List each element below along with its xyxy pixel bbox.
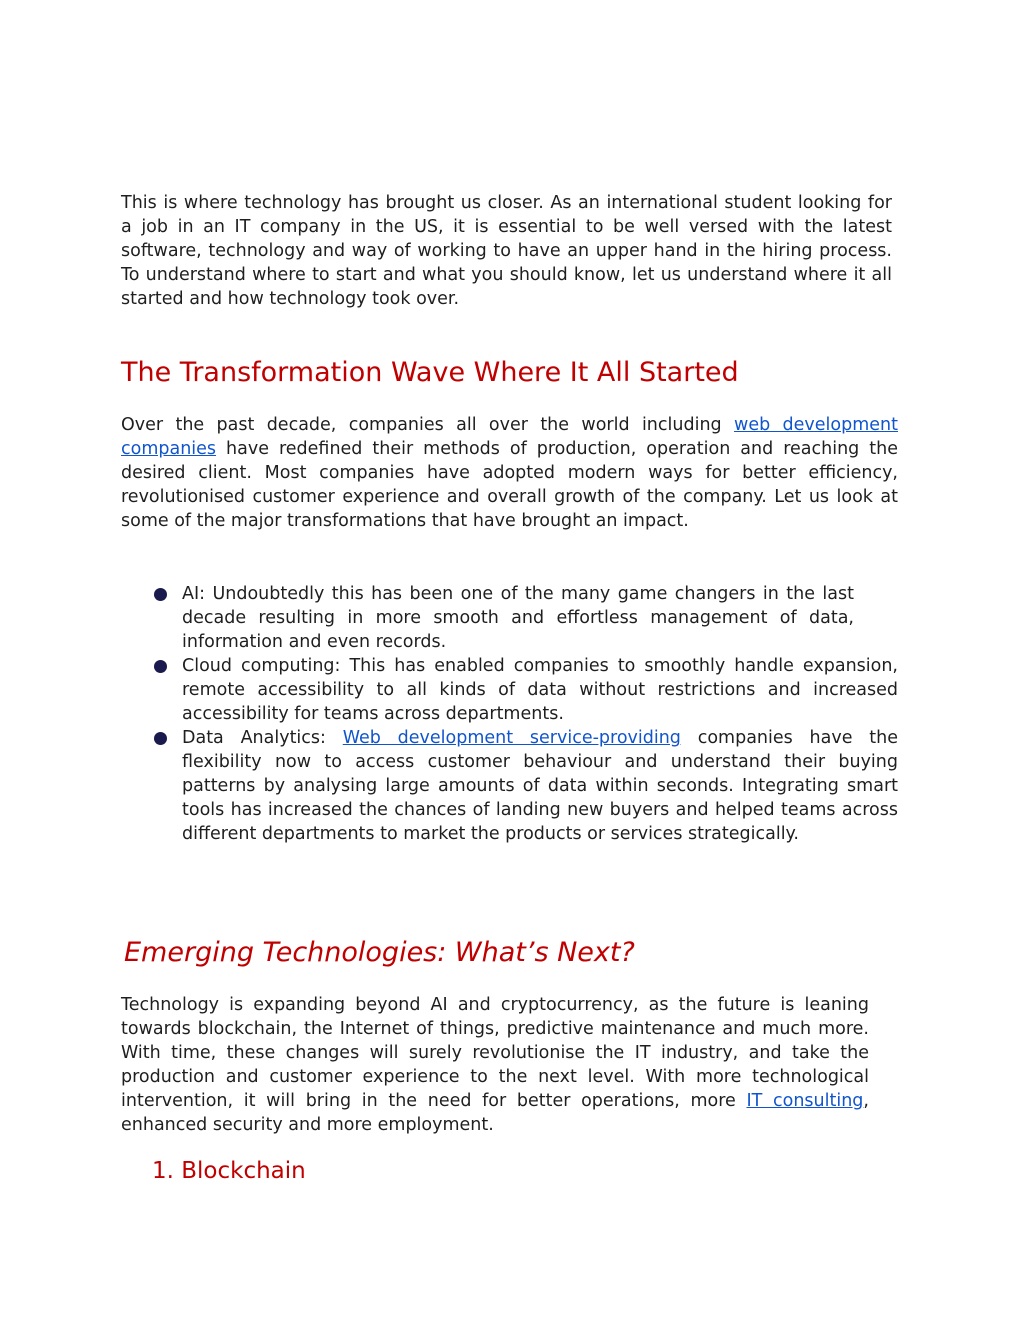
bullet-text-start: Data Analytics: bbox=[182, 728, 343, 748]
bullet-text: Cloud computing: This has enabled companies to smoothly handle expansion, remote accessibility to all kinds of data without restrictions and increased accessibility for teams across departments. bbox=[182, 656, 898, 724]
bullet-dot-icon bbox=[154, 732, 167, 745]
paragraph-text: , enhanced security and more employment. bbox=[121, 1091, 869, 1135]
it-consulting-link[interactable]: IT consulting bbox=[746, 1091, 864, 1111]
emerging-technologies-paragraph bbox=[121, 993, 869, 1137]
bullet-text bbox=[182, 728, 898, 844]
section-heading-transformation: The Transformation Wave Where It All Started bbox=[121, 357, 739, 388]
section-heading-emerging-technologies: Emerging Technologies: What’s Next? bbox=[124, 937, 635, 968]
bullet-text-end: companies have the flexibility now to access customer behaviour and understand their buying patterns by analysing large amounts of data within seconds. Integrating smart tools has increased the chances of landing new buyers and helped teams across different departments to market the products or services strategically. bbox=[182, 728, 898, 844]
bullet-item-data-analytics bbox=[152, 726, 898, 846]
web-development-companies-link[interactable]: web development companies bbox=[121, 415, 898, 459]
paragraph-text: Over the past decade, companies all over the world including bbox=[121, 415, 734, 435]
web-development-service-link[interactable]: Web development service-providing bbox=[342, 728, 681, 748]
subheading-blockchain: 1. Blockchain bbox=[152, 1158, 306, 1184]
paragraph-text: have redefined their methods of production, operation and reaching the desired client. Most companies have adopted modern ways for better efficiency, revolutionised customer experience and overall growth of the company. Let us look at some of the major transformations that have brought an impact. bbox=[121, 439, 898, 531]
bullet-dot-icon bbox=[154, 588, 167, 601]
bullet-text: AI: Undoubtedly this has been one of the many game changers in the last decade resulting in more smooth and effortless management of data, information and even records. bbox=[182, 584, 854, 652]
bullet-item-cloud-computing bbox=[152, 654, 898, 726]
paragraph-text: Technology is expanding beyond AI and cryptocurrency, as the future is leaning towards blockchain, the Internet of things, predictive maintenance and much more. With time, these changes will surely revolutionise the IT industry, and take the production and customer experience to the next level. With more technological intervention, it will bring in the need for better operations, more bbox=[121, 995, 869, 1111]
bullet-dot-icon bbox=[154, 660, 167, 673]
transformation-paragraph bbox=[121, 413, 898, 533]
bullet-item-ai bbox=[152, 582, 854, 654]
intro-paragraph: This is where technology has brought us closer. As an international student looking for a job in an IT company in the US, it is essential to be well versed with the latest software, technology and way of working to have an upper hand in the hiring process. To understand where to start and what you should know, let us understand where it all started and how technology took over. bbox=[121, 193, 892, 309]
transformation-bullet-list bbox=[152, 582, 898, 846]
